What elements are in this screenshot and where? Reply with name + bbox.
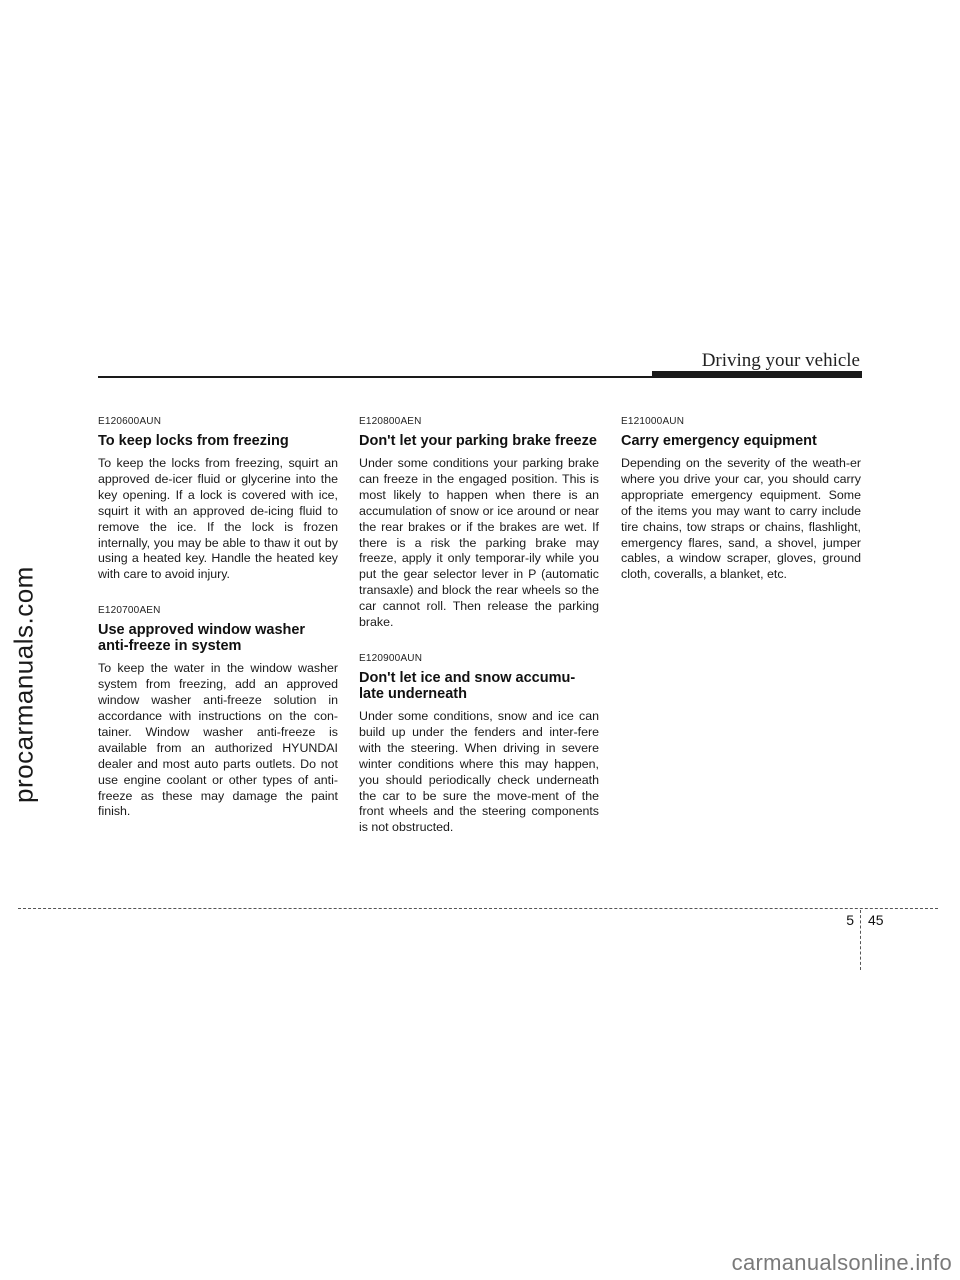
bottom-watermark: carmanualsonline.info [731,1250,952,1275]
column-left [98,416,338,842]
header-rule-thin [98,376,654,378]
column-middle [359,416,599,858]
header-rule-thick [652,371,862,378]
chapter-number: 5 [846,912,854,928]
section-heading: Don't let ice and snow accumu-late underneath [359,669,576,702]
section-emergency-equipment [621,416,861,583]
section-heading: Don't let your parking brake freeze [359,433,597,449]
section-code: E121000AUN [621,416,685,427]
section-body: Under some conditions your parking brake can freeze in the engaged position. This is most likely to happen when there is an accumulation of snow or ice around or near the rear brakes or if the brakes are wet. If there is a risk the parking brake may freeze, apply it only temporar-ily while you put the gear selector lever in P (automatic transaxle) and block the rear wheels so the car cannot roll. Then release the parking brake. [359,456,599,630]
section-code: E120900AUN [359,652,423,664]
section-body: Under some conditions, snow and ice can build up under the fenders and inter-fere with the steering. When driving in severe winter conditions where this may happen, you should periodically check underneath the car to be sure the move-ment of the front wheels and the steering components is not obstructed. [359,708,599,835]
section-washer-antifreeze [98,605,338,820]
footer-dashed-rule [18,908,938,909]
section-heading: Carry emergency equipment [621,433,817,449]
section-code: E120700AEN [98,605,161,617]
section-heading: To keep locks from freezing [98,433,289,449]
section-parking-brake [359,416,599,631]
side-watermark: procarmanuals.com [8,566,39,804]
section-heading: Use approved window washer anti-freeze in system [98,622,306,655]
section-code: E120800AEN [359,416,422,427]
section-body: To keep the water in the window washer system from freezing, add an approved window washer anti-freeze solution in accordance with instructions on the con-tainer. Window washer anti-freeze is available from an authorized HYUNDAI dealer and most auto parts outlets. Do not use engine coolant or other types of anti-freeze as these may damage the paint finish. [98,661,338,819]
footer-dashed-divider [860,910,861,970]
page-number: 45 [868,912,884,928]
page-header-title: Driving your vehicle [701,350,860,371]
section-body: Depending on the severity of the weath-er where you drive your car, you should carry appropriate emergency equipment. Some of the items you may want to carry include tire chains, tow straps or chains, flashlight, emergency flares, sand, a shovel, jumper cables, a window scraper, gloves, ground cloth, coveralls, a blanket, etc. [621,456,861,582]
section-locks-freezing [98,416,338,583]
section-code: E120600AUN [98,416,162,427]
section-body: To keep the locks from freezing, squirt an approved de-icer fluid or glycerine into the key opening. If a lock is covered with ice, squirt it with an approved de-icing fluid to remove the ice. If the lock is frozen internally, you may be able to thaw it out by using a heated key. Handle the heated key with care to avoid injury. [98,456,338,582]
section-ice-snow-underneath [359,653,599,836]
column-right [621,416,861,605]
